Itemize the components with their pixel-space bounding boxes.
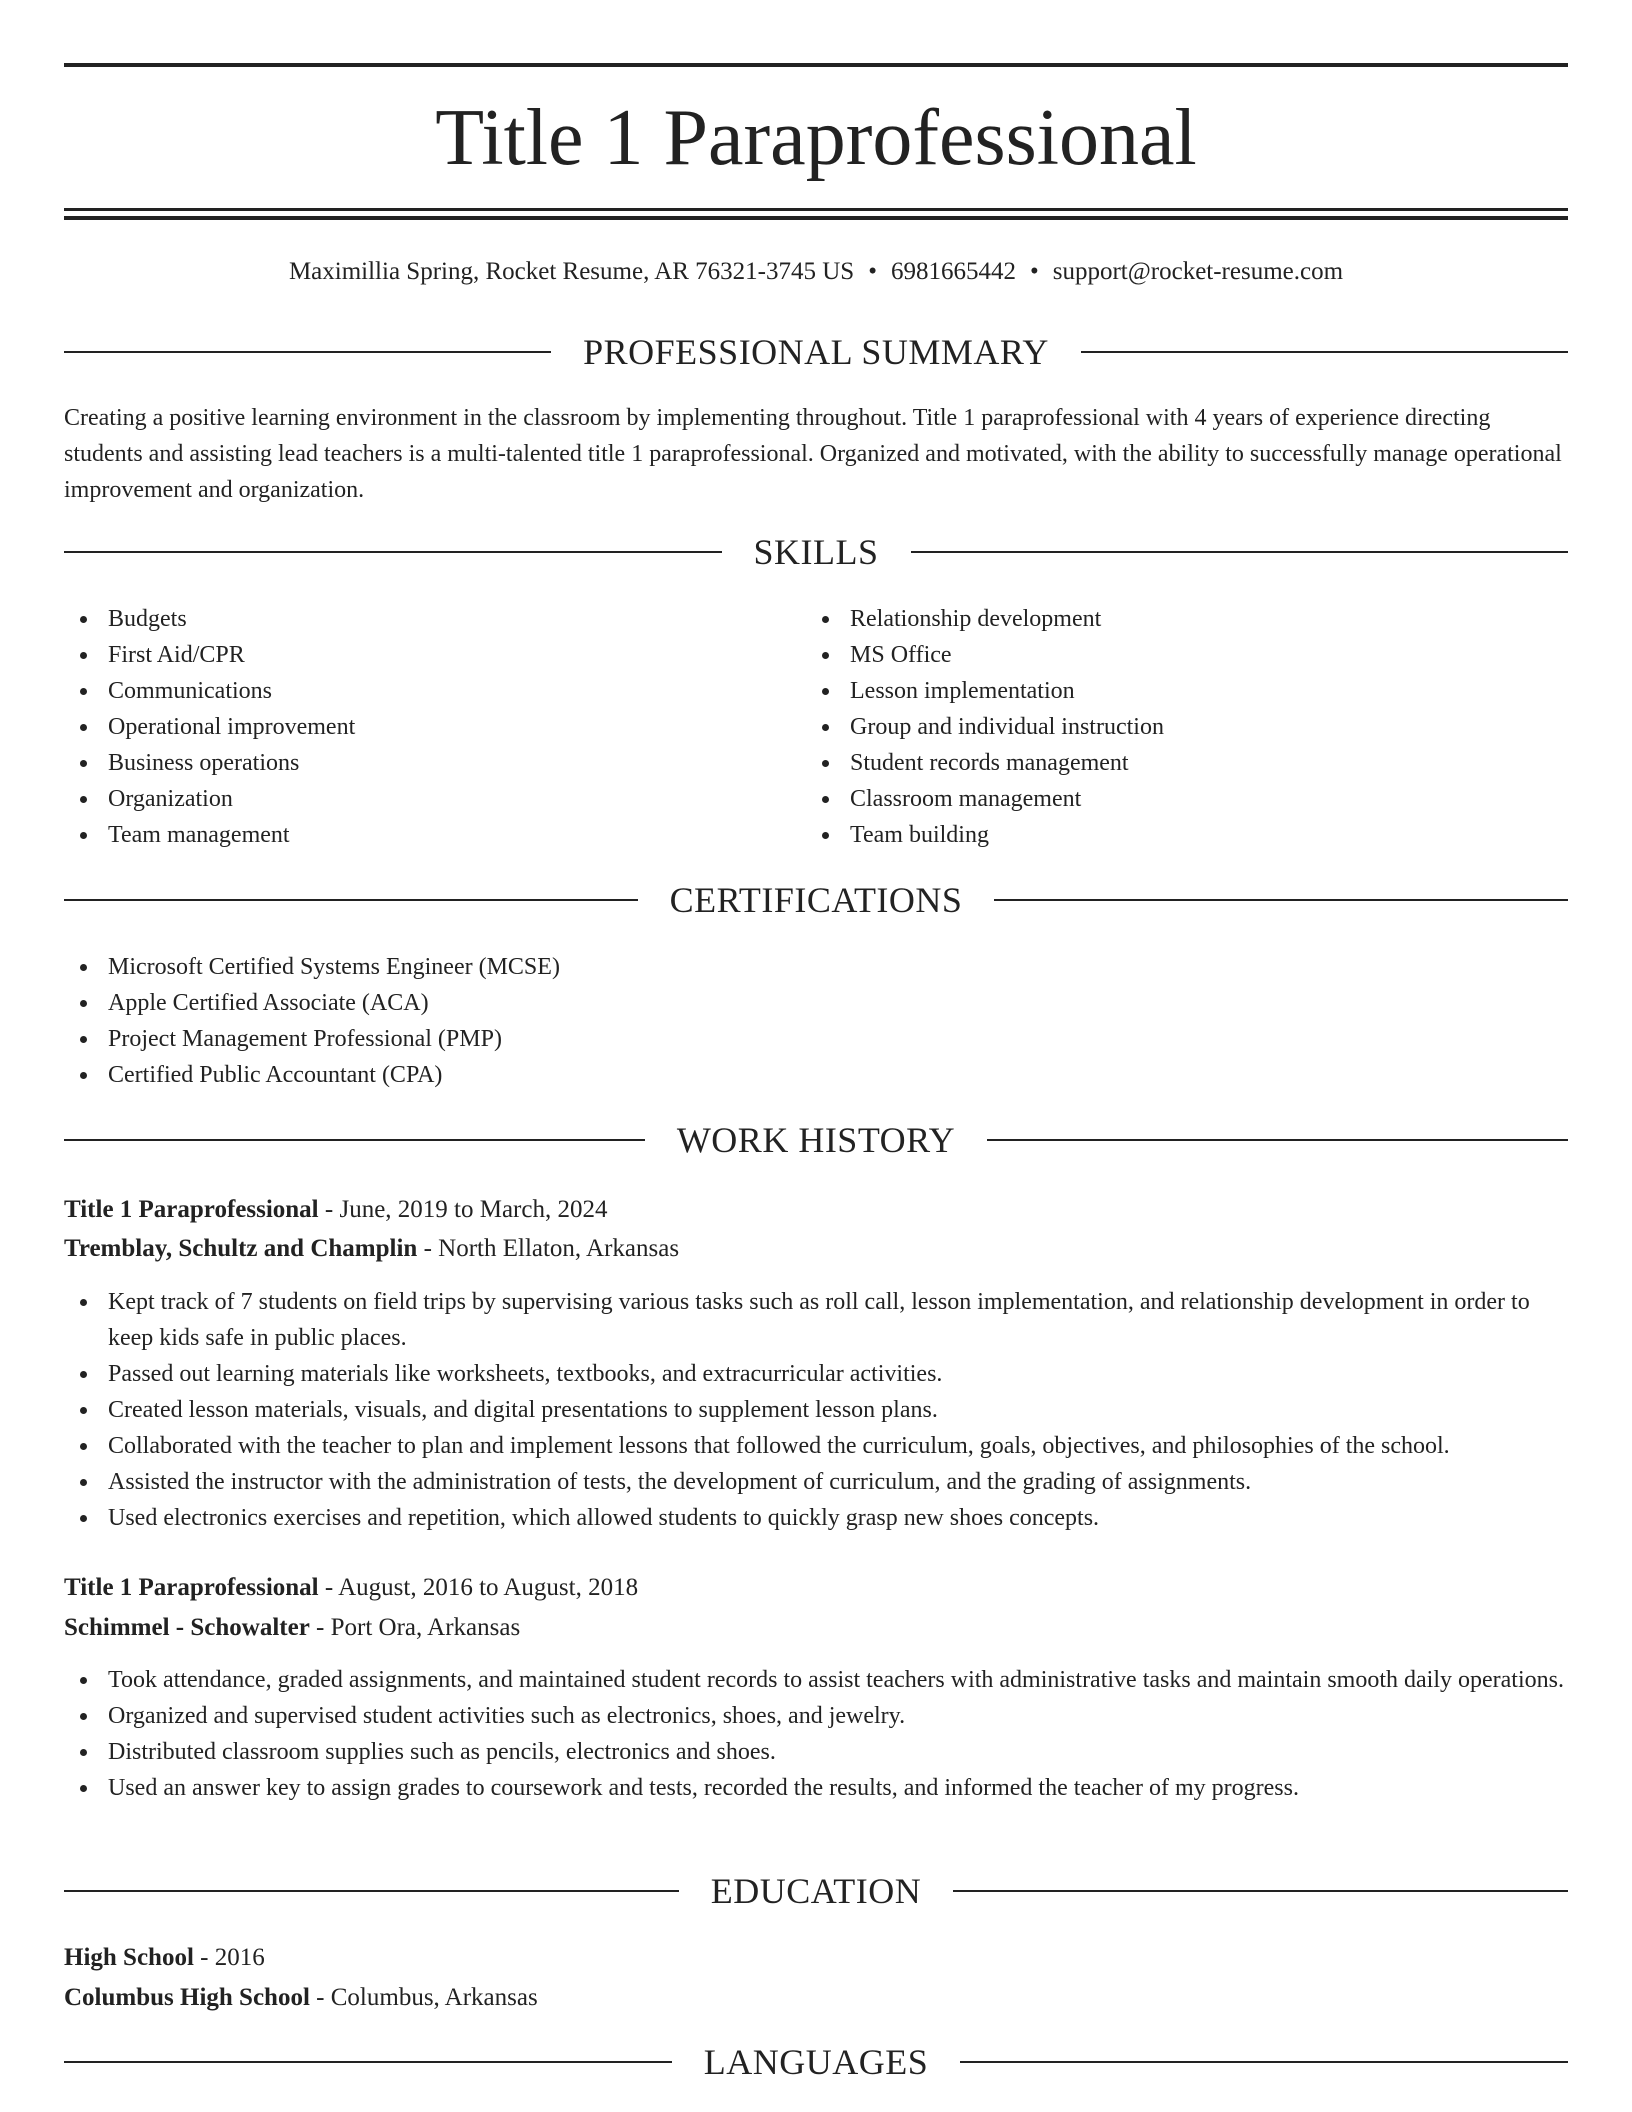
- list-item: Collaborated with the teacher to plan and implement lessons that followed the curriculum, goals, objectives, and philosophies of the school.: [64, 1428, 1568, 1464]
- title-rule-lower: [64, 216, 1568, 220]
- list-item: Communications: [64, 673, 804, 709]
- job-dates: - June, 2019 to March, 2024: [318, 1196, 608, 1223]
- list-item: Organized and supervised student activities such as electronics, shoes, and jewelry.: [64, 1698, 1568, 1734]
- heading-rule: [994, 899, 1568, 901]
- heading-rule: [953, 1890, 1568, 1892]
- list-item: Used electronics exercises and repetition, which allowed students to quickly grasp new shoes concepts.: [64, 1500, 1568, 1536]
- education-school: Columbus High School: [64, 1984, 310, 2011]
- page-title: Title 1 Paraprofessional: [435, 94, 1197, 182]
- list-item: Kept track of 7 students on field trips by supervising various tasks such as roll call, lesson implementation, and relationship development in order to keep kids safe in public places.: [64, 1284, 1568, 1356]
- job-company: Schimmel - Schowalter: [64, 1614, 310, 1641]
- skills-list-right: [806, 601, 1568, 853]
- list-item: Project Management Professional (PMP): [64, 1021, 1568, 1057]
- summary-text: Creating a positive learning environment in the classroom by implementing throughout. Title 1 paraprofessional with 4 years of experience directing students and assisting lead teachers is a multi-talented title 1 paraprofessional. Organized and motivated, with the ability to successfully manage operational improvement and organization.: [64, 405, 1562, 503]
- heading-rule: [64, 551, 722, 553]
- job-location: - Port Ora, Arkansas: [309, 1614, 521, 1641]
- job-company: Tremblay, Schultz and Champlin: [64, 1235, 418, 1262]
- list-item: MS Office: [806, 637, 1568, 673]
- list-item: Passed out learning materials like worksheets, textbooks, and extracurricular activities.: [64, 1356, 1568, 1392]
- top-rule: [64, 63, 1568, 67]
- list-item: Created lesson materials, visuals, and digital presentations to supplement lesson plans.: [64, 1392, 1568, 1428]
- list-item: Certified Public Accountant (CPA): [64, 1057, 1568, 1093]
- contact-separator: •: [868, 258, 877, 285]
- job-bullets: [64, 1662, 1568, 1806]
- education-degree: High School: [64, 1944, 194, 1971]
- education-location: - Columbus, Arkansas: [309, 1984, 538, 2011]
- heading-rule: [64, 899, 638, 901]
- section-title-work-history: WORK HISTORY: [676, 1120, 956, 1160]
- job-bullets: [64, 1284, 1568, 1536]
- list-item: Team building: [806, 817, 1568, 853]
- list-item: Business operations: [64, 745, 804, 781]
- job-company-line: [64, 1230, 1568, 1268]
- list-item: Used an answer key to assign grades to coursework and tests, recorded the results, and informed the teacher of my progress.: [64, 1770, 1568, 1806]
- education-school-line: [64, 1979, 1568, 2017]
- job-location: - North Ellaton, Arkansas: [417, 1235, 680, 1262]
- heading-rule: [64, 1890, 679, 1892]
- section-heading-education: [64, 1869, 1568, 1913]
- contact-separator: •: [1029, 258, 1039, 285]
- contact-email: support@rocket-resume.com: [1052, 258, 1344, 285]
- section-title-summary: PROFESSIONAL SUMMARY: [583, 332, 1049, 372]
- section-title-languages: LANGUAGES: [703, 2042, 929, 2082]
- job-title: Title 1 Paraprofessional: [64, 1196, 319, 1223]
- section-title-skills: SKILLS: [753, 532, 879, 572]
- job-title-line: [64, 1191, 1568, 1229]
- list-item: Took attendance, graded assignments, and maintained student records to assist teachers with administrative tasks and maintain smooth daily operations.: [64, 1662, 1568, 1698]
- list-item: Classroom management: [806, 781, 1568, 817]
- education-degree-line: [64, 1939, 1568, 1977]
- section-heading-skills: [64, 530, 1568, 574]
- section-heading-summary: [64, 330, 1568, 374]
- list-item: Microsoft Certified Systems Engineer (MCSE): [64, 949, 1568, 985]
- job-company-line: [64, 1609, 1568, 1647]
- job-title: Title 1 Paraprofessional: [64, 1574, 319, 1601]
- section-title-certifications: CERTIFICATIONS: [669, 880, 963, 920]
- section-heading-languages: [64, 2040, 1568, 2084]
- skills-list-left: [64, 601, 804, 853]
- list-item: Distributed classroom supplies such as pencils, electronics and shoes.: [64, 1734, 1568, 1770]
- education-year: - 2016: [193, 1944, 265, 1971]
- section-heading-work-history: [64, 1118, 1568, 1162]
- list-item: Organization: [64, 781, 804, 817]
- job-dates: - August, 2016 to August, 2018: [318, 1574, 639, 1601]
- list-item: First Aid/CPR: [64, 637, 804, 673]
- heading-rule: [911, 551, 1569, 553]
- list-item: Lesson implementation: [806, 673, 1568, 709]
- list-item: Apple Certified Associate (ACA): [64, 985, 1568, 1021]
- section-heading-certifications: [64, 878, 1568, 922]
- job-title-line: [64, 1569, 1568, 1607]
- contact-address: Maximillia Spring, Rocket Resume, AR 76321-3745 US: [288, 258, 855, 285]
- certifications-list: [64, 949, 1568, 1093]
- list-item: Student records management: [806, 745, 1568, 781]
- list-item: Operational improvement: [64, 709, 804, 745]
- list-item: Relationship development: [806, 601, 1568, 637]
- title-rule-upper: [64, 208, 1568, 211]
- heading-rule: [960, 2061, 1568, 2063]
- section-title-education: EDUCATION: [710, 1871, 922, 1911]
- contact-line: [64, 254, 1568, 290]
- heading-rule: [1081, 351, 1568, 353]
- heading-rule: [64, 1139, 645, 1141]
- list-item: Budgets: [64, 601, 804, 637]
- contact-phone: 6981665442: [890, 258, 1016, 285]
- list-item: Team management: [64, 817, 804, 853]
- heading-rule: [64, 351, 551, 353]
- list-item: Group and individual instruction: [806, 709, 1568, 745]
- heading-rule: [64, 2061, 672, 2063]
- list-item: Assisted the instructor with the administration of tests, the development of curriculum, and the grading of assignments.: [64, 1464, 1568, 1500]
- heading-rule: [987, 1139, 1568, 1141]
